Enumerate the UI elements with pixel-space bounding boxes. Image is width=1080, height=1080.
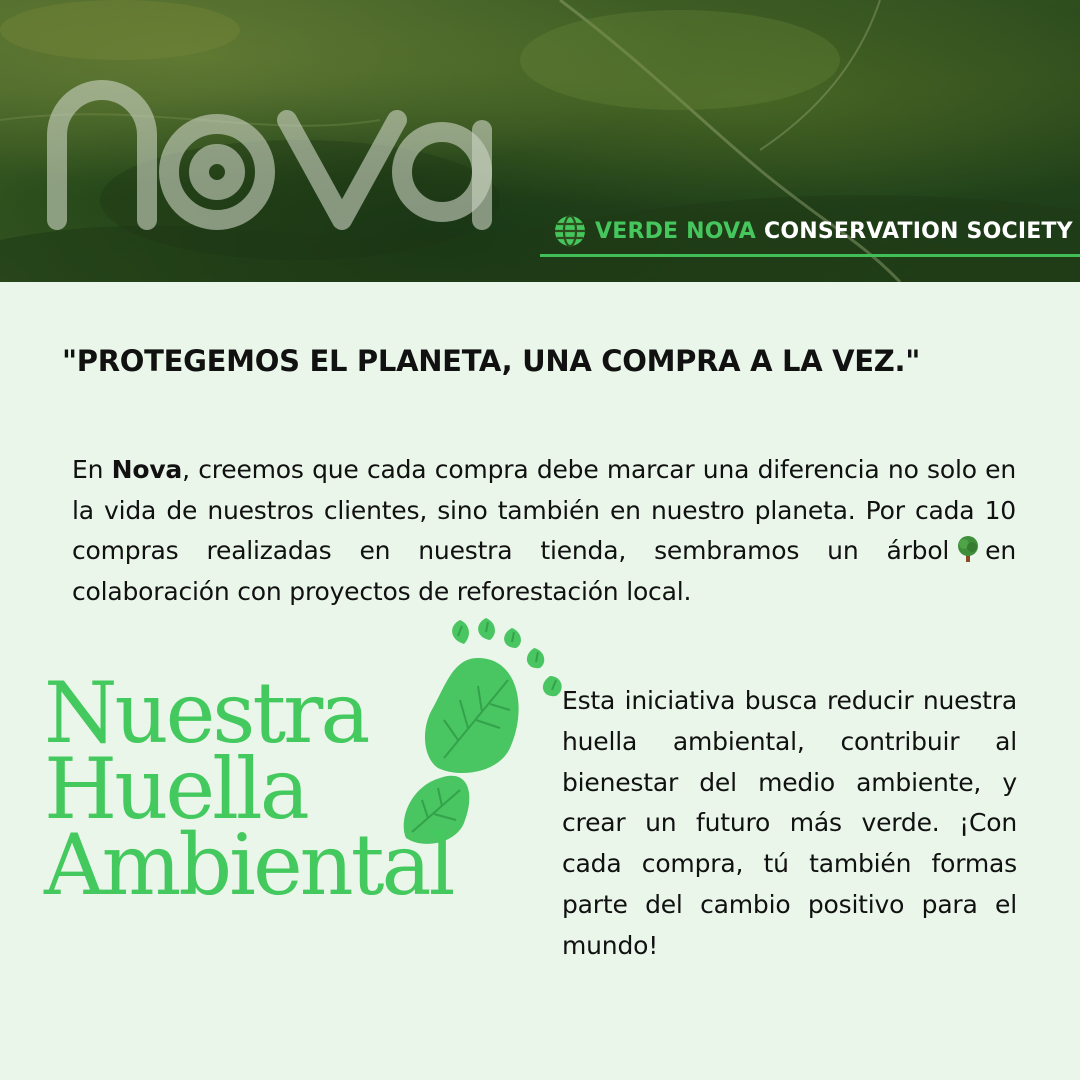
intro-before: En bbox=[72, 455, 112, 484]
brand-name: Nova bbox=[111, 455, 183, 484]
society-name-highlight: VERDE NOVA bbox=[595, 218, 757, 244]
initiative-paragraph: Esta iniciativa busca reducir nuestra huella ambiental, contribuir al bienestar del medio ambiente, y crear un futuro más verde. ¡Con cada compra, tú también formas parte del cambio positivo para el mundo! bbox=[562, 686, 1017, 960]
slogan-quote: "PROTEGEMOS EL PLANETA, UNA COMPRA A LA VEZ." bbox=[62, 344, 921, 378]
headline-title bbox=[44, 664, 453, 914]
society-name-rest: CONSERVATION SOCIETY bbox=[764, 218, 1073, 244]
hero-banner bbox=[0, 0, 1080, 282]
headline-line-2: Huella bbox=[44, 740, 307, 838]
header-divider bbox=[540, 254, 1080, 257]
globe-icon bbox=[553, 214, 587, 248]
intro-middle: , creemos que cada compra debe marcar una diferencia no solo en la vida de nuestros clientes, sino también en nuestro planeta. Por cada 10 compras realizadas en nuestra tienda, sembramos un árbol bbox=[72, 455, 1016, 565]
intro-after: en colaboración con proyectos de reforestación local. bbox=[72, 536, 1016, 606]
tree-emoji-icon bbox=[955, 535, 981, 563]
nova-logo bbox=[42, 60, 502, 230]
intro-paragraph bbox=[72, 450, 1016, 612]
society-label bbox=[553, 214, 1073, 248]
headline-line-3: Ambiental bbox=[44, 816, 453, 914]
headline-line-1: Nuestra bbox=[44, 664, 368, 762]
